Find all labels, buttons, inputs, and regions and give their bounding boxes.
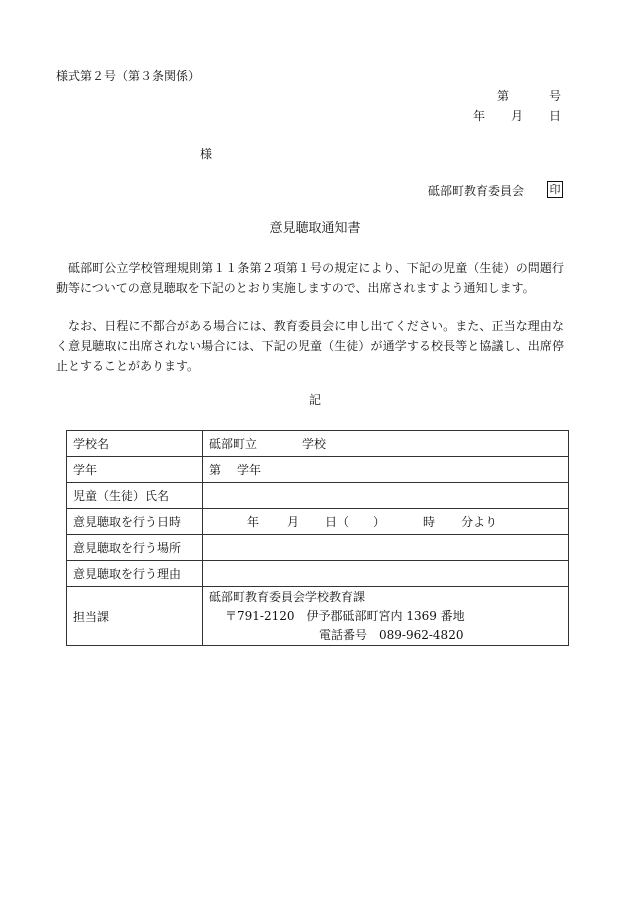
department-name: 砥部町教育委員会学校教育課	[209, 589, 366, 604]
department-value	[203, 587, 569, 646]
datetime-value	[203, 509, 569, 535]
dt-minute: 分より	[461, 515, 498, 529]
school-value	[203, 431, 569, 457]
body-paragraph-2: なお、日程に不都合がある場合には、教育委員会に申し出てください。また、正当な理由なく意見聴取に出席されない場合には、下記の児童（生徒）が通学する校長等と協議し、出席停止とすることがあります。	[56, 319, 564, 373]
ki-heading: 記	[308, 393, 321, 407]
body-paragraph-1: 砥部町公立学校管理規則第１１条第２項第１号の規定により、下記の児童（生徒）の問題行動等についての意見聴取を下記のとおり実施しますので、出席されますよう通知します。	[56, 261, 564, 295]
date-month-label: 月	[511, 109, 524, 123]
grade-label: 学年	[67, 457, 203, 483]
department-phone: 電話番号 089-962-4820	[319, 627, 464, 642]
details-table	[66, 430, 569, 646]
document-title: 意見聴取通知書	[269, 221, 361, 236]
dt-hour: 時	[423, 515, 436, 529]
table-row-datetime	[67, 509, 569, 535]
table-row-place	[67, 535, 569, 561]
place-label: 意見聴取を行う場所	[67, 535, 203, 561]
grade-value-suffix: 学年	[237, 463, 262, 477]
table-row-school	[67, 431, 569, 457]
addressee-honorific: 様	[200, 147, 213, 161]
dt-month: 月	[287, 515, 300, 529]
student-name-value	[203, 483, 569, 509]
datetime-label: 意見聴取を行う日時	[67, 509, 203, 535]
department-label: 担当課	[67, 587, 203, 646]
form-number-label: 様式第２号（第３条関係）	[56, 69, 201, 83]
issuer-name: 砥部町教育委員会	[428, 184, 525, 198]
place-value	[203, 535, 569, 561]
dt-year: 年	[247, 515, 260, 529]
date-year-label: 年	[473, 109, 486, 123]
school-value-prefix: 砥部町立	[209, 437, 258, 451]
grade-value	[203, 457, 569, 483]
table-row-student	[67, 483, 569, 509]
table-row-department	[67, 587, 569, 646]
grade-value-prefix: 第	[209, 463, 222, 477]
student-name-label: 児童（生徒）氏名	[67, 483, 203, 509]
date-day-label: 日	[549, 109, 562, 123]
seal-stamp-box: 印	[547, 181, 563, 198]
table-row-reason	[67, 561, 569, 587]
document-number-prefix: 第	[497, 89, 510, 103]
reason-value	[203, 561, 569, 587]
dt-day-weekday: 日（ ）	[325, 515, 386, 529]
department-address: 〒791-2120 伊予郡砥部町宮内 1369 番地	[225, 608, 465, 623]
school-label: 学校名	[67, 431, 203, 457]
document-number-suffix: 号	[549, 89, 562, 103]
reason-label: 意見聴取を行う理由	[67, 561, 203, 587]
table-row-grade	[67, 457, 569, 483]
school-value-suffix: 学校	[302, 437, 327, 451]
